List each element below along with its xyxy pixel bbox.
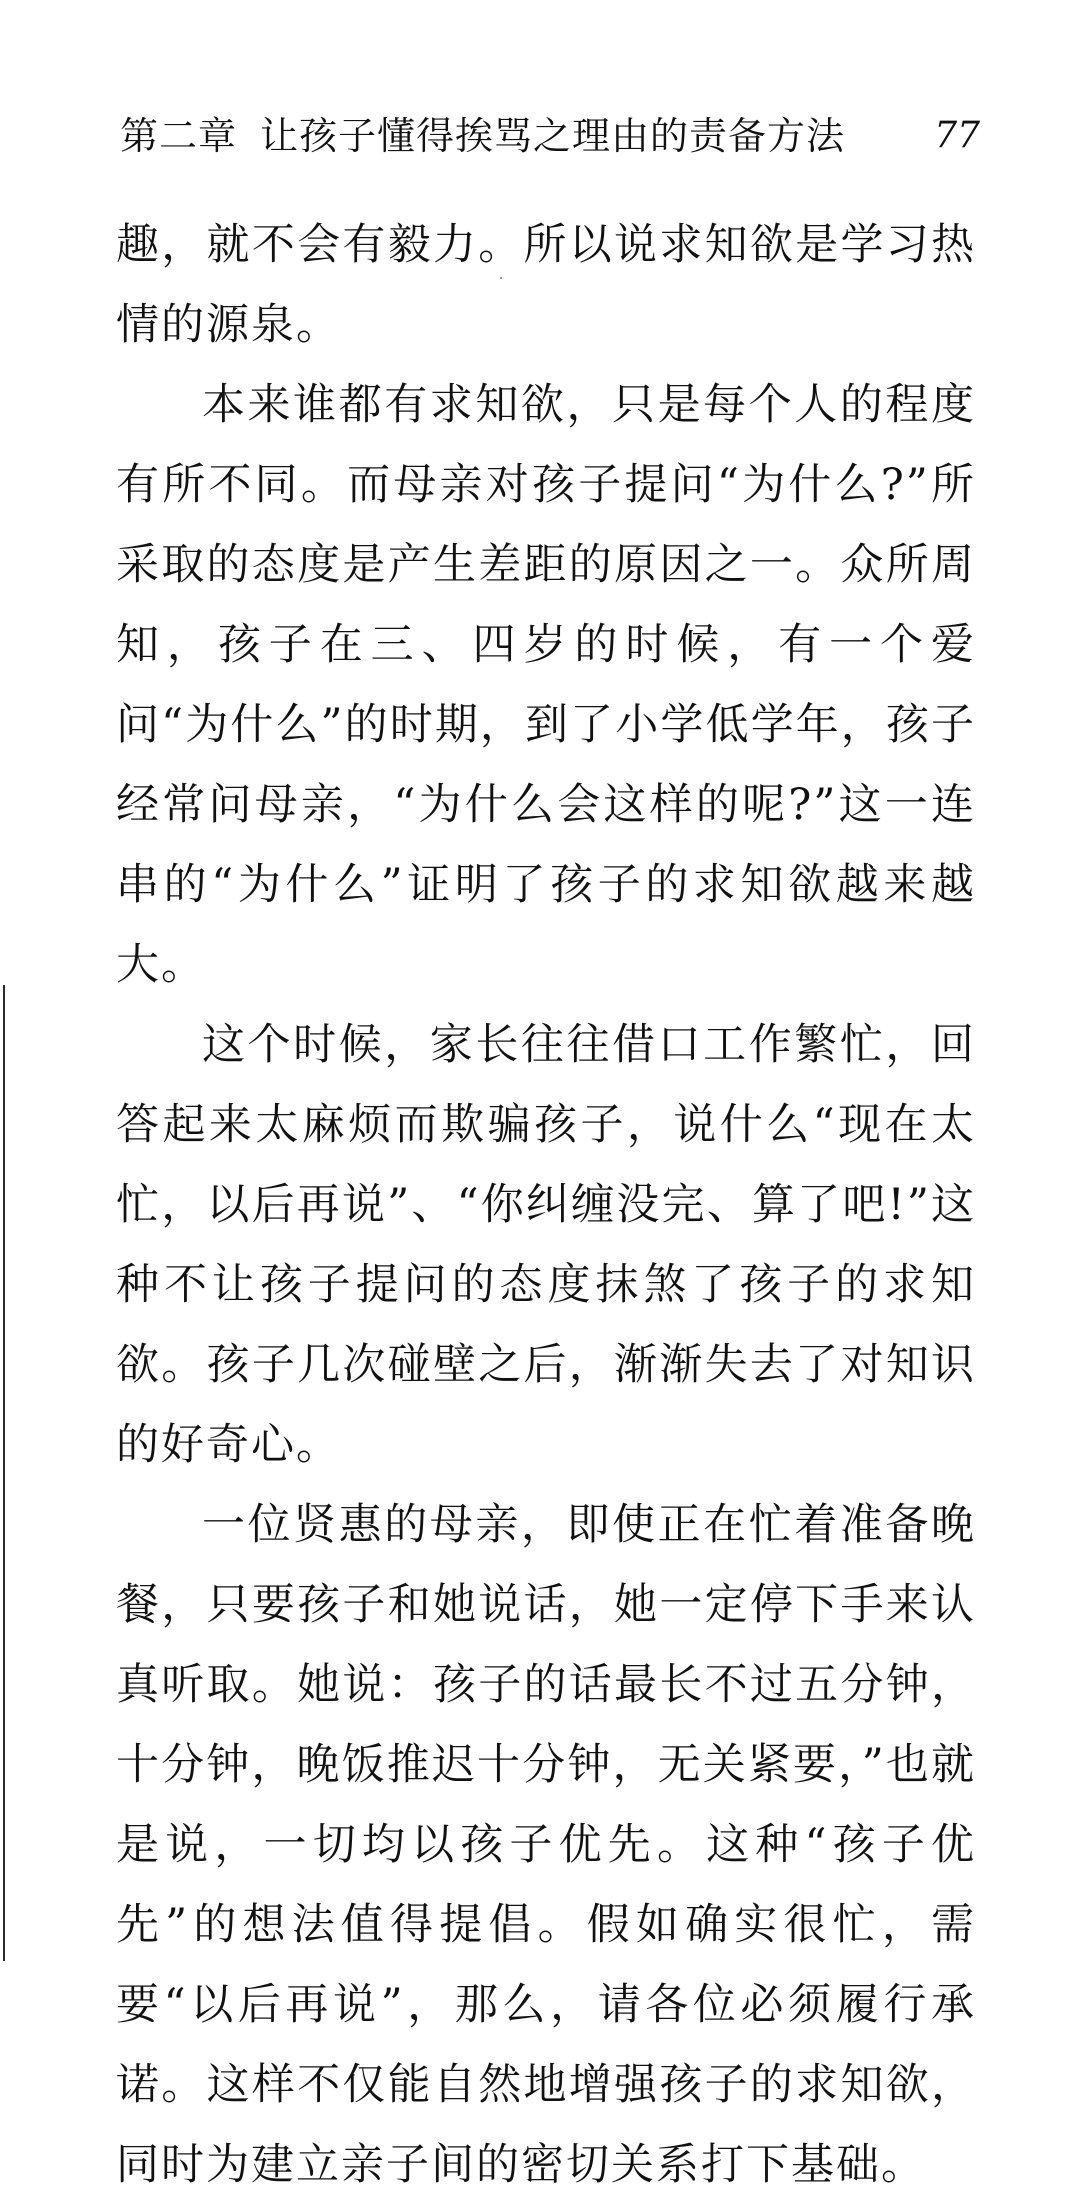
paragraph: 一位贤惠的母亲，即使正在忙着准备晚餐，只要孩子和她说话，她一定停下手来认真听取。她说：孩子的话最长不过五分钟，十分钟，晚饭推迟十分钟，无关紧要，”也就是说，一切均以孩子优先。这种“孩子优先”的想法值得提倡。假如确实很忙，需要“以后再说”，那么，请各位必须履行承诺。这样不仅能自然地增强孩子的求知欲，同时为建立亲子间的密切关系打下基础。 [116,1500,976,2190]
chapter-label: 第二章 [120,114,238,158]
page-edge-line [3,985,5,1961]
paragraph: 这个时候，家长往往借口工作繁忙，回答起来太麻烦而欺骗孩子，说什么“现在太忙，以后再说”、“你纠缠没完、算了吧!”这种不让孩子提问的态度抹煞了孩子的求知欲。孩子几次碰壁之后，渐渐失去了对知识的好奇心。 [116,1020,976,1470]
paragraph: 本来谁都有求知欲，只是每个人的程度有所不同。而母亲对孩子提问“为什么?”所采取的态度是产生差距的原因之一。众所周知，孩子在三、四岁的时候，有一个爱问“为什么”的时期，到了小学低学年，孩子经常问母亲，“为什么会这样的呢?”这一连串的“为什么”证明了孩子的求知欲越来越大。 [116,380,976,990]
body-text [116,205,976,2205]
page-number: 77 [934,115,980,156]
paragraph: 趣，就不会有毅力。所以说求知欲是学习热情的源泉。 [116,220,976,350]
running-header [120,108,980,164]
chapter-title: 让孩子懂得挨骂之理由的责备方法 [260,114,846,158]
